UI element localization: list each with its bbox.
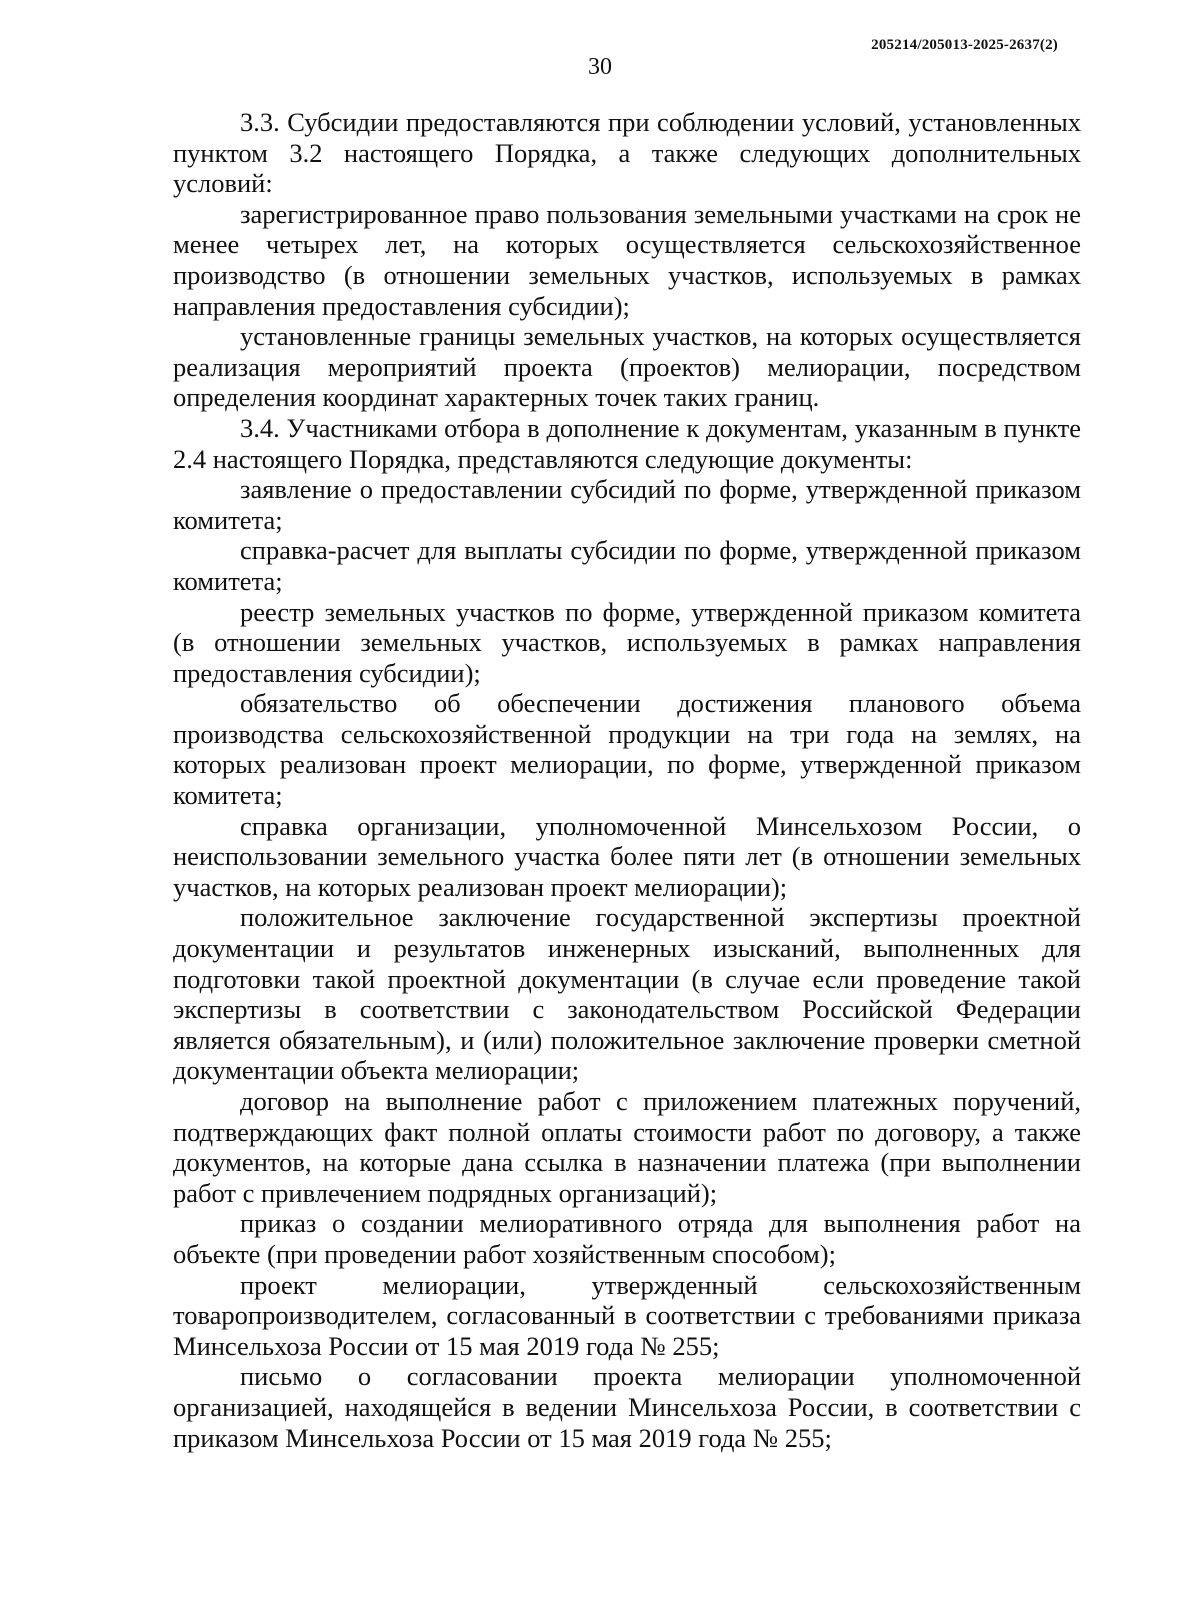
paragraph-doc-approval-letter: письмо о согласовании проекта мелиорации уполномоченной организацией, находящейся в ведении Минсельхоза России, в соответствии с приказом Минсельхоза России от 15 мая 2019 года № 255; bbox=[173, 1361, 1081, 1453]
page-number: 30 bbox=[588, 54, 612, 80]
paragraph-doc-reclamation-project: проект мелиорации, утвержденный сельскохозяйственным товаропроизводителем, согласованный в соответствии с требованиями приказа Минсельхоза России от 15 мая 2019 года № 255; bbox=[173, 1269, 1081, 1361]
paragraph-doc-land-nonuse-certificate: справка организации, уполномоченной Минсельхозом России, о неиспользовании земельного участка более пяти лет (в отношении земельных участков, на которых реализован проект мелиорации); bbox=[173, 810, 1081, 902]
paragraph-doc-reclamation-team-order: приказ о создании мелиоративного отряда для выполнения работ на объекте (при проведении работ хозяйственным способом); bbox=[173, 1208, 1081, 1269]
paragraph-doc-production-obligation: обязательство об обеспечении достижения планового объема производства сельскохозяйственной продукции на три года на землях, на которых реализован проект мелиорации, по форме, утвержденной приказом комитета; bbox=[173, 688, 1081, 811]
paragraph-3-4: 3.4. Участниками отбора в дополнение к документам, указанным в пункте 2.4 настоящего Порядка, представляются следующие документы: bbox=[173, 412, 1081, 474]
paragraph-condition-land-boundaries: установленные границы земельных участков, на которых осуществляется реализация мероприятий проекта (проектов) мелиорации, посредством определения координат характерных точек таких границ. bbox=[173, 321, 1081, 413]
paragraph-doc-works-contract: договор на выполнение работ с приложением платежных поручений, подтверждающих факт полной оплаты стоимости работ по договору, а также документов, на которые дана ссылка в назначении платежа (при выполнении работ с привлечением подрядных организаций); bbox=[173, 1086, 1081, 1208]
paragraph-doc-application: заявление о предоставлении субсидий по форме, утвержденной приказом комитета; bbox=[173, 474, 1081, 535]
paragraph-doc-calculation: справка-расчет для выплаты субсидии по форме, утвержденной приказом комитета; bbox=[173, 535, 1081, 596]
document-registration-number: 205214/205013-2025-2637(2) bbox=[871, 37, 1058, 53]
paragraph-condition-land-rights: зарегистрированное право пользования земельными участками на срок не менее четырех лет, на которых осуществляется сельскохозяйственное производство (в отношении земельных участков, используемых в рамках направления предоставления субсидии); bbox=[173, 198, 1081, 321]
paragraph-doc-land-registry: реестр земельных участков по форме, утвержденной приказом комитета (в отношении земельных участков, используемых в рамках направления предоставления субсидии); bbox=[173, 596, 1081, 688]
document-body bbox=[173, 107, 1081, 1453]
paragraph-doc-state-expertise: положительное заключение государственной экспертизы проектной документации и результатов инженерных изысканий, выполненных для подготовки такой проектной документации (в случае если проведение такой экспертизы в соответствии с законодательством Российской Федерации является обязательным), и (или) положительное заключение проверки сметной документации объекта мелиорации; bbox=[173, 902, 1081, 1086]
paragraph-3-3: 3.3. Субсидии предоставляются при соблюдении условий, установленных пунктом 3.2 настоящего Порядка, а также следующих дополнительных условий: bbox=[173, 107, 1081, 199]
